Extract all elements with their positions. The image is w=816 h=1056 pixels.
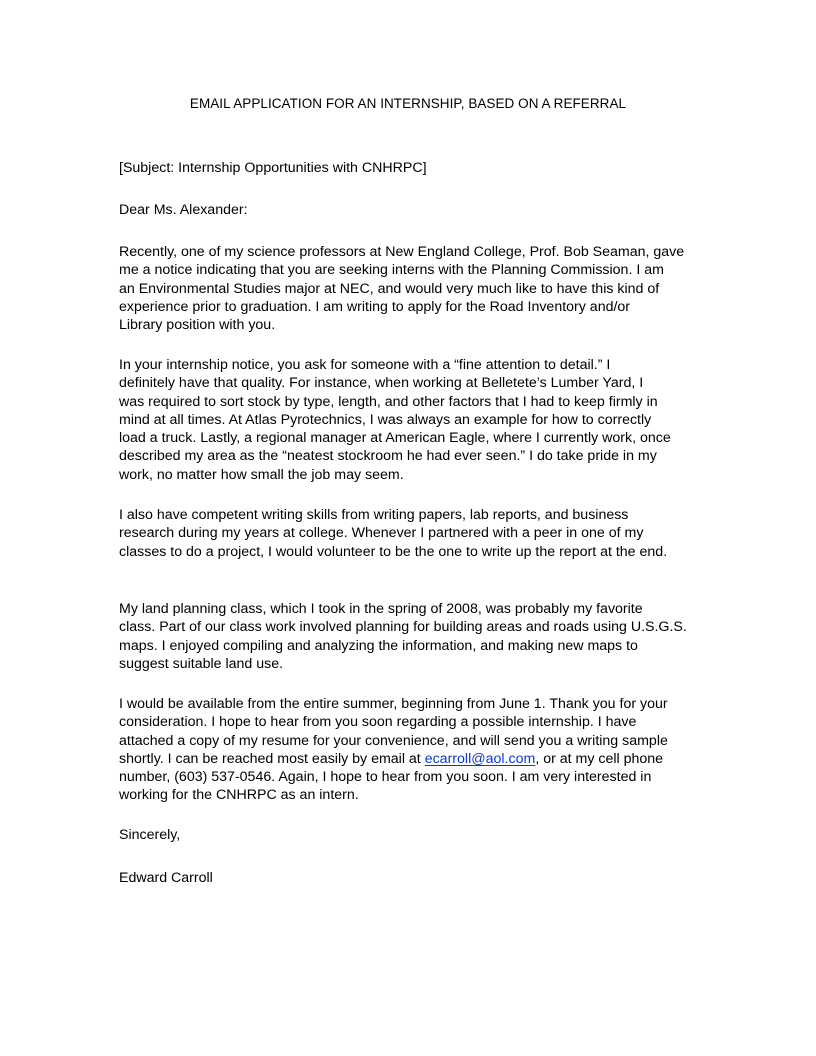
paragraph-line: described my area as the “neatest stockroom he had ever seen.” I do take pride in my <box>119 448 657 465</box>
salutation <box>119 201 709 219</box>
paragraph-line: working for the CNHRPC as an intern. <box>119 787 359 804</box>
paragraph-writing-skills <box>119 506 709 561</box>
email-lead-text: shortly. I can be reached most easily by email at <box>119 750 425 767</box>
paragraph-line: attached a copy of my resume for your convenience, and will send you a writing sample <box>119 732 668 749</box>
document-title: EMAIL APPLICATION FOR AN INTERNSHIP, BASED ON A REFERRAL <box>189 96 627 111</box>
paragraph-line: suggest suitable land use. <box>119 655 284 672</box>
paragraph-line: work, no matter how small the job may seem. <box>119 466 404 483</box>
paragraph-line: Recently, one of my science professors at New England College, Prof. Bob Seaman, gave <box>119 244 685 260</box>
subject-line: [Subject: Internship Opportunities with CNHRPC] <box>119 160 427 176</box>
closing <box>119 826 709 844</box>
paragraph-line: experience prior to graduation. I am writing to apply for the Road Inventory and/or <box>119 298 631 315</box>
paragraph-line: number, (603) 537-0546. Again, I hope to hear from you soon. I am very interested in <box>119 769 652 786</box>
email-link[interactable]: ecarroll@aol.com <box>424 750 536 767</box>
paragraph-line: was required to sort stock by type, length, and other factors that I had to keep firmly in <box>119 393 658 410</box>
email-subject <box>119 159 709 177</box>
paragraph-availability <box>119 695 709 805</box>
paragraph-line: I also have competent writing skills from writing papers, lab reports, and business <box>119 507 629 523</box>
paragraph-line: In your internship notice, you ask for someone with a “fine attention to detail.” I <box>119 357 611 373</box>
paragraph-line: maps. I enjoyed compiling and analyzing the information, and making new maps to <box>119 637 638 654</box>
paragraph-line: definitely have that quality. For instance, when working at Belletete’s Lumber Yard, I <box>119 375 644 392</box>
email-trail-text: , or at my cell phone <box>535 750 664 767</box>
paragraph-line: My land planning class, which I took in the spring of 2008, was probably my favorite <box>119 601 643 617</box>
paragraph-line: class. Part of our class work involved planning for building areas and roads using U.S.G.S. <box>119 619 687 636</box>
paragraph-line: classes to do a project, I would volunteer to be the one to write up the report at the end. <box>119 543 668 560</box>
paragraph-attention-to-detail <box>119 356 709 484</box>
closing-text: Sincerely, <box>119 827 181 843</box>
paragraph-line: me a notice indicating that you are seeking interns with the Planning Commission. I am <box>119 262 664 279</box>
signature <box>119 869 709 887</box>
paragraph-line: Library position with you. <box>119 317 276 334</box>
paragraph-land-planning <box>119 600 709 673</box>
paragraph-line: I would be available from the entire summer, beginning from June 1. Thank you for your <box>119 696 668 712</box>
paragraph-line: consideration. I hope to hear from you soon regarding a possible internship. I have <box>119 714 637 731</box>
paragraph-line: mind at all times. At Atlas Pyrotechnics, I was always an example for how to correctly <box>119 411 652 428</box>
paragraph-line: load a truck. Lastly, a regional manager at American Eagle, where I currently work, once <box>119 430 671 447</box>
signature-name: Edward Carroll <box>119 870 213 886</box>
paragraph-referral <box>119 243 709 334</box>
paragraph-line: an Environmental Studies major at NEC, and would very much like to have this kind of <box>119 280 660 297</box>
paragraph-line: research during my years at college. Whenever I partnered with a peer in one of my <box>119 525 644 542</box>
salutation-text: Dear Ms. Alexander: <box>119 202 248 218</box>
paragraph-line-with-email <box>119 750 709 768</box>
